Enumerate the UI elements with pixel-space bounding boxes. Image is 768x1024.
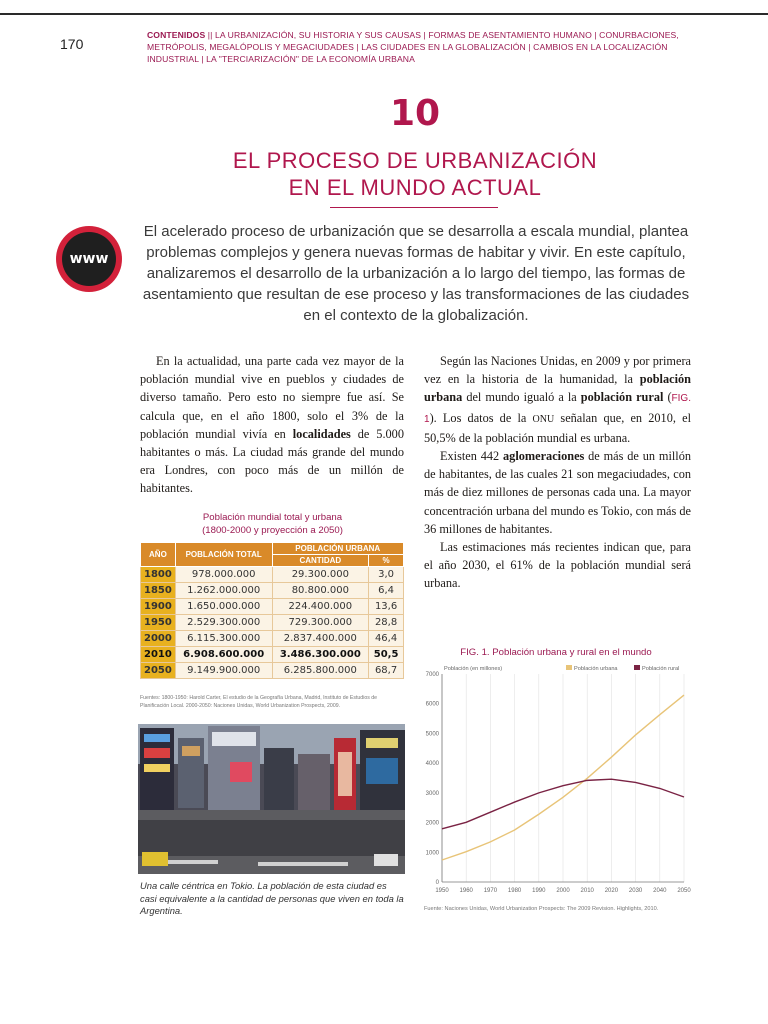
text-run: del mundo igualó a la [462, 390, 581, 405]
keyword-poblacion-rural: población rural [580, 390, 664, 405]
keyword-localidades: localidades [292, 426, 351, 441]
x-tick-label: 1980 [507, 888, 522, 894]
cell-urban: 3.486.300.000 [272, 647, 369, 663]
page-number: 170 [60, 36, 84, 52]
legend-swatch [566, 665, 572, 670]
cell-urban: 80.800.000 [272, 583, 369, 599]
cell-urban: 729.300.000 [272, 615, 369, 631]
cell-urban: 224.400.000 [272, 599, 369, 615]
cell-pct: 3,0 [369, 567, 404, 583]
intro-paragraph: El acelerado proceso de urbanización que se desarrolla a escala mundial, plantea problemas complejos y genera nuevas formas de habitar y vivir. En este capítulo, analizaremos el desarrollo de la urbanización a lo largo del tiempo, las formas de asentamiento que resultan de ese proceso y las transformaciones de las ciudades en el contexto de la globalización. [142, 223, 690, 324]
table-row [141, 583, 404, 599]
x-tick-label: 2030 [628, 888, 643, 894]
keyword-aglomeraciones: aglomeraciones [503, 449, 585, 464]
cell-urban: 2.837.400.000 [272, 631, 369, 647]
y-tick-label: 4000 [425, 761, 439, 768]
www-label: www [62, 232, 116, 286]
x-tick-label: 2010 [580, 888, 594, 894]
legend-label: Población rural [642, 666, 680, 672]
cell-total: 9.149.900.000 [175, 663, 272, 679]
cell-year: 1850 [141, 583, 176, 599]
x-tick-label: 2000 [556, 888, 570, 894]
text-run: de 5.000 habitantes o más. La ciudad más grande del mundo era Londres, con poco más de un millón de habitantes. [140, 426, 404, 496]
y-tick-label: 0 [435, 880, 439, 886]
tokyo-street-illustration [138, 724, 405, 874]
body-column-left [140, 352, 404, 498]
y-tick-label: 3000 [425, 790, 439, 797]
chapter-title [0, 147, 768, 201]
col-header-pct: % [369, 555, 404, 567]
cell-total: 1.650.000.000 [175, 599, 272, 615]
contents-header [147, 29, 707, 65]
y-axis-label: Población (en millones) [444, 666, 503, 672]
cell-urban: 29.300.000 [272, 567, 369, 583]
legend-label: Población urbana [574, 666, 618, 672]
y-tick-label: 5000 [425, 731, 439, 738]
table-caption-line1: Población mundial total y urbana [202, 512, 343, 523]
www-icon[interactable] [56, 226, 122, 292]
table-row [141, 599, 404, 615]
cell-total: 6.908.600.000 [175, 647, 272, 663]
cell-total: 978.000.000 [175, 567, 272, 583]
cell-year: 1800 [141, 567, 176, 583]
x-tick-label: 2020 [604, 888, 619, 894]
chapter-title-line1: EL PROCESO DE URBANIZACIÓN [232, 148, 598, 173]
text-run: Existen 442 [440, 449, 504, 464]
cell-total: 2.529.300.000 [175, 615, 272, 631]
legend-swatch [634, 665, 640, 670]
text-run: señalan que, en 2010, el 50,5% de la población mundial es urbana. [424, 410, 691, 445]
x-tick-label: 1950 [435, 888, 449, 894]
x-tick-label: 1970 [483, 888, 498, 894]
paragraph: Las estimaciones más recientes indican que, para el año 2030, el 61% de la población mundial será urbana. [424, 540, 691, 591]
chart-title: FIG. 1. Población urbana y rural en el mundo [460, 647, 652, 658]
paragraph [140, 352, 404, 498]
x-tick-label: 1960 [459, 888, 473, 894]
figure-reference: FIG. 1 [424, 393, 691, 425]
text-run: En la actualidad, una parte cada vez mayor de la población mundial vive en pueblos y ciudades de diverso tamaño. Pero esto no siempre fue así. Se calcula que, en el año 1800, solo el 3% de la población mundial vivía en [140, 354, 404, 441]
col-header-year: AÑO [141, 543, 176, 567]
photo-caption: Una calle céntrica en Tokio. La población de esta ciudad es casi equivalente a la cantidad de personas que viven en toda la Argentina. [140, 880, 404, 916]
cell-year: 2050 [141, 663, 176, 679]
population-line-chart [420, 660, 692, 904]
acronym-onu: ONU [532, 413, 555, 425]
y-tick-label: 7000 [425, 672, 439, 678]
x-tick-label: 2040 [653, 888, 667, 894]
tokyo-street-photo [138, 724, 405, 874]
cell-pct: 28,8 [369, 615, 404, 631]
text-run: Según las Naciones Unidas, en 2009 y por primera vez en la historia de la humanidad, la [424, 354, 691, 387]
table-caption [140, 511, 405, 537]
text-run: ). Los datos de la [429, 410, 533, 425]
contents-list: || LA URBANIZACIÓN, SU HISTORIA Y SUS CAUSAS | FORMAS DE ASENTAMIENTO HUMANO | CONURBACIONES, METRÓPOLIS, MEGALÓPOLIS Y MEGACIUDADES | LAS CIUDADES EN LA GLOBALIZACIÓN | CAMBIOS EN LA LOCALIZACIÓN INDUSTRIAL | LA "TERCIARIZACIÓN" DE LA ECONOMÍA URBANA [147, 30, 679, 64]
chart-source: Fuente: Naciones Unidas, World Urbanization Prospects: The 2009 Revision. Highlights, 2010. [424, 906, 659, 912]
table-row-highlight [141, 647, 404, 663]
cell-year: 2010 [141, 647, 176, 663]
chapter-title-line2: EN EL MUNDO ACTUAL [288, 175, 542, 200]
contents-label: CONTENIDOS [147, 30, 206, 40]
x-tick-label: 2050 [677, 888, 691, 894]
col-header-total: POBLACIÓN TOTAL [175, 543, 272, 567]
cell-total: 1.262.000.000 [175, 583, 272, 599]
table-row [141, 663, 404, 679]
y-tick-label: 1000 [425, 850, 439, 857]
body-column-right [424, 352, 691, 593]
y-tick-label: 2000 [425, 820, 439, 827]
cell-urban: 6.285.800.000 [272, 663, 369, 679]
cell-pct: 68,7 [369, 663, 404, 679]
cell-pct: 50,5 [369, 647, 404, 663]
table-source: Fuentes: 1800-1950: Harold Carter, El estudio de la Geografía Urbana, Madrid, Instituto de Estudios de Planificación Local. 2000-2050: Naciones Unidas, World Urbanization Prospects, 2009. [140, 695, 378, 709]
col-header-urban: POBLACIÓN URBANA [272, 543, 404, 555]
text-run: de más de un millón de habitantes, de las cuales 21 son megaciudades, con más de diez millones de personas cada una. La mayor concentración urbana del mundo es Tokio, con más de 36 millones de habitantes. [424, 449, 691, 536]
keyword-poblacion-urbana: población urbana [424, 372, 691, 405]
table-row [141, 631, 404, 647]
cell-pct: 6,4 [369, 583, 404, 599]
cell-pct: 46,4 [369, 631, 404, 647]
paragraph [424, 447, 691, 538]
table-row [141, 567, 404, 583]
y-tick-label: 6000 [425, 701, 439, 708]
table-row [141, 615, 404, 631]
title-rule [330, 207, 498, 208]
paragraph [424, 352, 691, 447]
cell-pct: 13,6 [369, 599, 404, 615]
text-run: ( [663, 390, 672, 405]
population-table [140, 542, 404, 679]
chapter-number: 10 [389, 93, 441, 134]
cell-year: 2000 [141, 631, 176, 647]
header-rule [0, 13, 768, 15]
cell-total: 6.115.300.000 [175, 631, 272, 647]
table-caption-line2: (1800-2000 y proyección a 2050) [202, 525, 343, 536]
col-header-count: CANTIDAD [272, 555, 369, 567]
cell-year: 1950 [141, 615, 176, 631]
x-tick-label: 1990 [532, 888, 546, 894]
cell-year: 1900 [141, 599, 176, 615]
